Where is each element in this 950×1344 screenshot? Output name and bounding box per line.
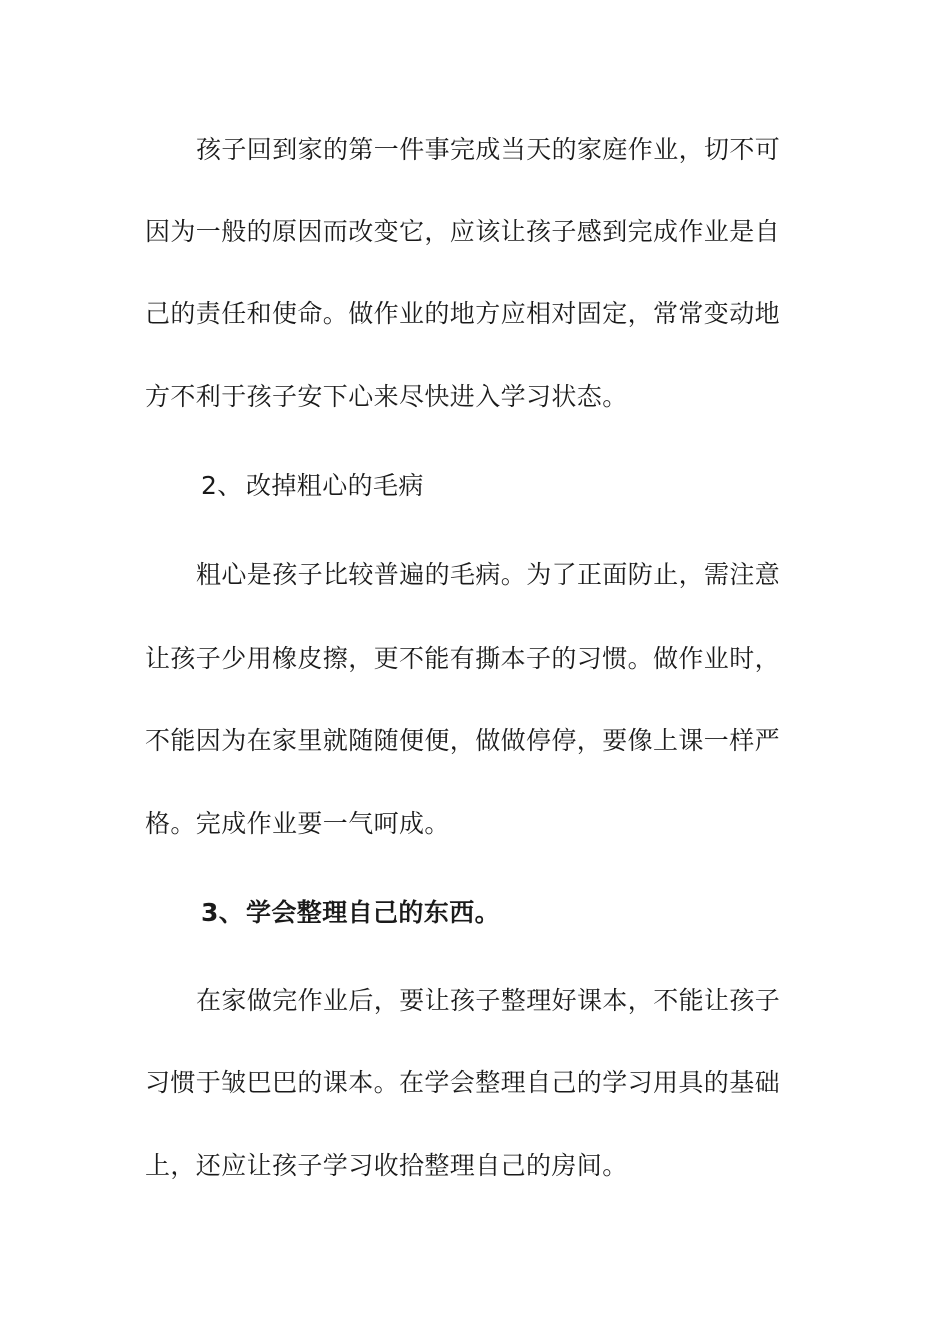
section-title-3: 学会整理自己的东西。 (246, 898, 501, 927)
section-heading-2 (201, 469, 761, 503)
paragraph-1-line-2: 因为一般的原因而改变它，应该让孩子感到完成作业是自 (145, 217, 781, 246)
paragraph-3-line-3: 上，还应让孩子学习收拾整理自己的房间。 (145, 1151, 628, 1180)
section-number-2: 2、 (201, 471, 243, 500)
section-number-3: 3、 (201, 898, 245, 927)
paragraph-3-line-2: 习惯于皱巴巴的课本。在学会整理自己的学习用具的基础 (145, 1068, 781, 1097)
paragraph-1-line-4: 方不利于孩子安下心来尽快进入学习状态。 (145, 382, 628, 411)
paragraph-2-line-1: 粗心是孩子比较普遍的毛病。为了正面防止，需注意 (196, 560, 781, 589)
section-title-2: 改掉粗心的毛病 (246, 471, 424, 500)
paragraph-1-line-3: 己的责任和使命。做作业的地方应相对固定，常常变动地 (145, 299, 781, 328)
paragraph-2-line-4: 格。完成作业要一气呵成。 (145, 809, 450, 838)
paragraph-2-line-2: 让孩子少用橡皮擦，更不能有撕本子的习惯。做作业时， (145, 644, 781, 673)
paragraph-2-line-3: 不能因为在家里就随随便便，做做停停，要像上课一样严 (145, 726, 781, 755)
paragraph-3-line-1: 在家做完作业后，要让孩子整理好课本，不能让孩子 (196, 986, 781, 1015)
paragraph-1-line-1: 孩子回到家的第一件事完成当天的家庭作业，切不可 (196, 135, 781, 164)
section-heading-3 (201, 896, 761, 930)
